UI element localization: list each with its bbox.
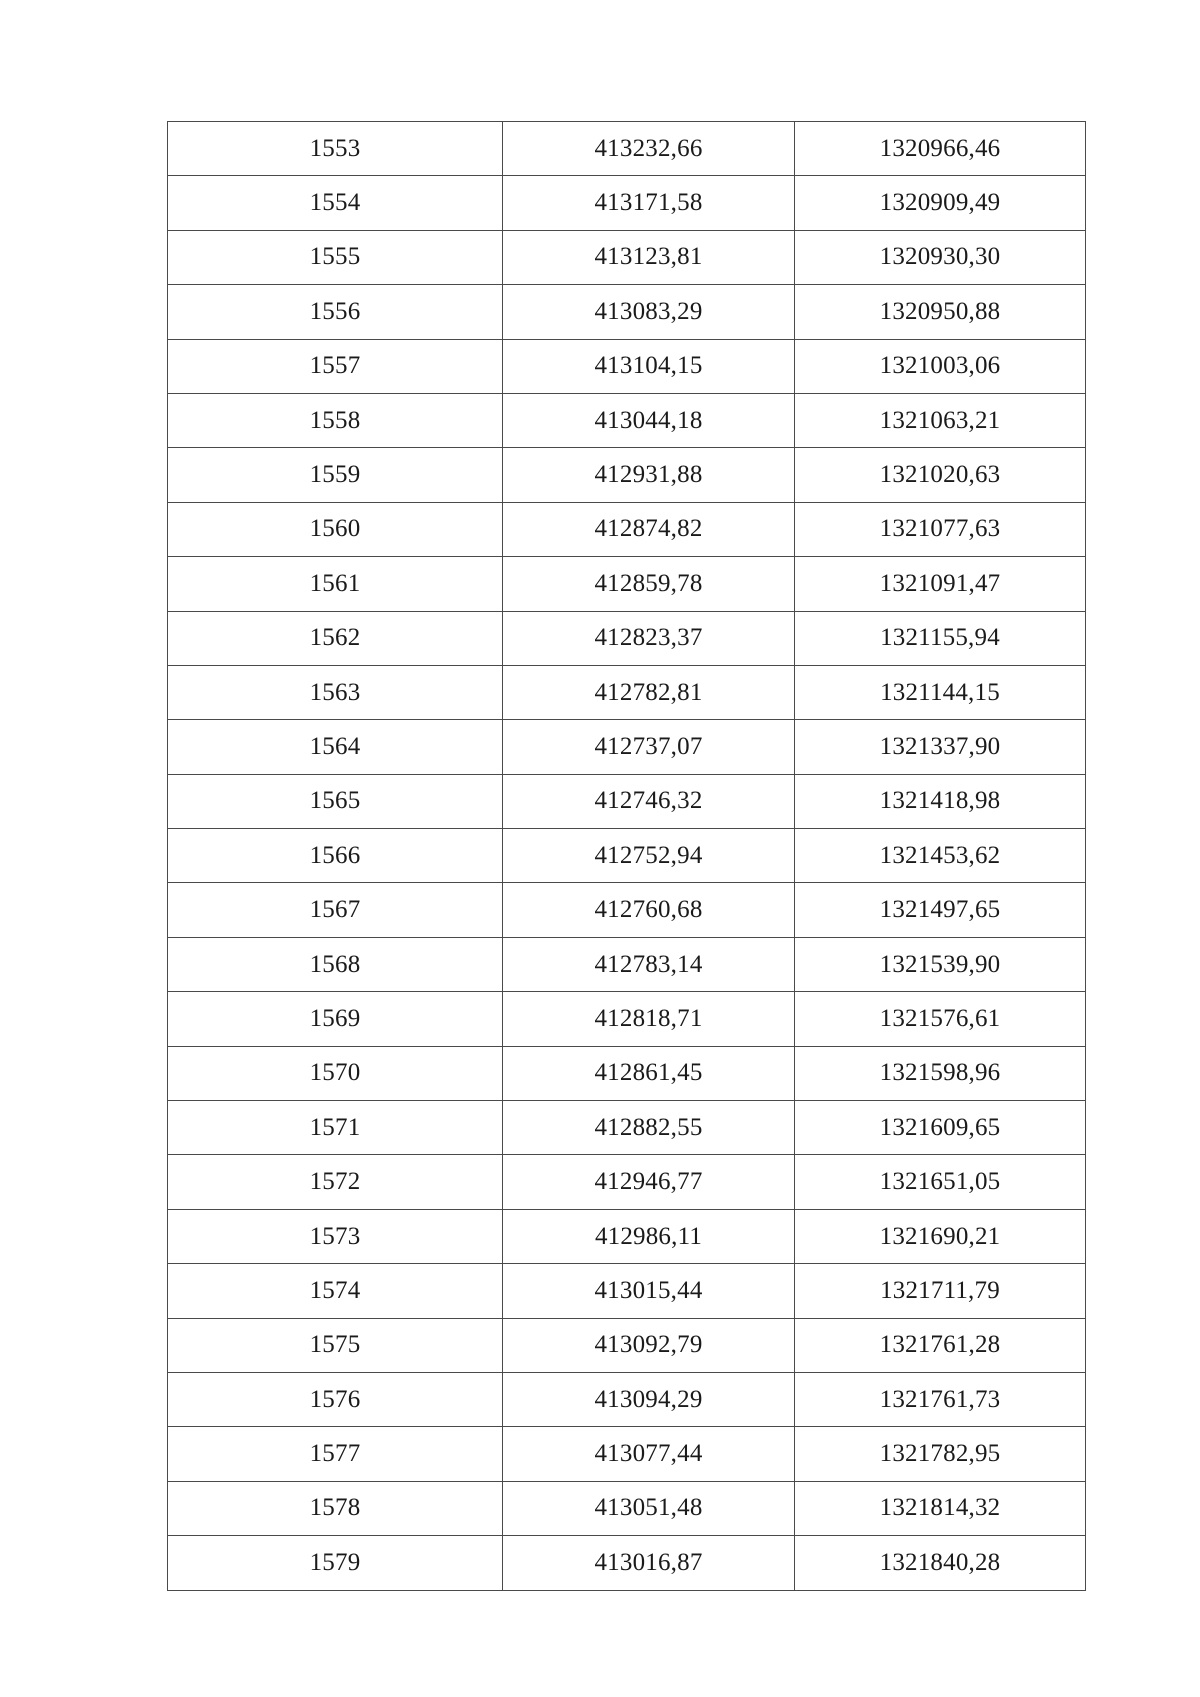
y-coordinate-cell: 1321690,21: [795, 1209, 1086, 1263]
table-row: [168, 937, 1086, 991]
x-coordinate-cell: 412823,37: [503, 611, 795, 665]
y-coordinate-cell: 1321782,95: [795, 1427, 1086, 1481]
table-row: [168, 829, 1086, 883]
point-number-cell: 1562: [168, 611, 503, 665]
table-row: [168, 992, 1086, 1046]
table-row: [168, 1101, 1086, 1155]
table-row: [168, 1536, 1086, 1590]
y-coordinate-cell: 1321077,63: [795, 502, 1086, 556]
point-number-cell: 1568: [168, 937, 503, 991]
point-number-cell: 1555: [168, 230, 503, 284]
table-row: [168, 1155, 1086, 1209]
x-coordinate-cell: 413123,81: [503, 230, 795, 284]
x-coordinate-cell: 412861,45: [503, 1046, 795, 1100]
y-coordinate-cell: 1320966,46: [795, 122, 1086, 176]
point-number-cell: 1559: [168, 448, 503, 502]
x-coordinate-cell: 413232,66: [503, 122, 795, 176]
x-coordinate-cell: 413077,44: [503, 1427, 795, 1481]
x-coordinate-cell: 413171,58: [503, 176, 795, 230]
table-row: [168, 502, 1086, 556]
x-coordinate-cell: 413051,48: [503, 1481, 795, 1535]
y-coordinate-cell: 1321497,65: [795, 883, 1086, 937]
y-coordinate-cell: 1321761,28: [795, 1318, 1086, 1372]
point-number-cell: 1561: [168, 557, 503, 611]
point-number-cell: 1567: [168, 883, 503, 937]
table-row: [168, 883, 1086, 937]
x-coordinate-cell: 412986,11: [503, 1209, 795, 1263]
point-number-cell: 1558: [168, 393, 503, 447]
y-coordinate-cell: 1320930,30: [795, 230, 1086, 284]
y-coordinate-cell: 1321539,90: [795, 937, 1086, 991]
point-number-cell: 1573: [168, 1209, 503, 1263]
point-number-cell: 1570: [168, 1046, 503, 1100]
point-number-cell: 1576: [168, 1372, 503, 1426]
table-row: [168, 339, 1086, 393]
point-number-cell: 1566: [168, 829, 503, 883]
coordinates-table: [167, 121, 1086, 1591]
x-coordinate-cell: 413092,79: [503, 1318, 795, 1372]
point-number-cell: 1575: [168, 1318, 503, 1372]
table-row: [168, 1318, 1086, 1372]
table-row: [168, 720, 1086, 774]
point-number-cell: 1569: [168, 992, 503, 1046]
x-coordinate-cell: 413083,29: [503, 285, 795, 339]
y-coordinate-cell: 1321840,28: [795, 1536, 1086, 1590]
point-number-cell: 1563: [168, 665, 503, 719]
x-coordinate-cell: 413015,44: [503, 1264, 795, 1318]
y-coordinate-cell: 1321155,94: [795, 611, 1086, 665]
table-row: [168, 1209, 1086, 1263]
x-coordinate-cell: 412946,77: [503, 1155, 795, 1209]
x-coordinate-cell: 412760,68: [503, 883, 795, 937]
point-number-cell: 1572: [168, 1155, 503, 1209]
x-coordinate-cell: 413104,15: [503, 339, 795, 393]
table-row: [168, 1372, 1086, 1426]
y-coordinate-cell: 1321651,05: [795, 1155, 1086, 1209]
table-row: [168, 1481, 1086, 1535]
x-coordinate-cell: 413094,29: [503, 1372, 795, 1426]
point-number-cell: 1571: [168, 1101, 503, 1155]
y-coordinate-cell: 1321003,06: [795, 339, 1086, 393]
x-coordinate-cell: 412882,55: [503, 1101, 795, 1155]
table-row: [168, 611, 1086, 665]
table-row: [168, 122, 1086, 176]
y-coordinate-cell: 1321598,96: [795, 1046, 1086, 1100]
y-coordinate-cell: 1321418,98: [795, 774, 1086, 828]
x-coordinate-cell: 412752,94: [503, 829, 795, 883]
x-coordinate-cell: 412737,07: [503, 720, 795, 774]
table-row: [168, 393, 1086, 447]
point-number-cell: 1578: [168, 1481, 503, 1535]
point-number-cell: 1553: [168, 122, 503, 176]
point-number-cell: 1574: [168, 1264, 503, 1318]
table-row: [168, 665, 1086, 719]
y-coordinate-cell: 1321711,79: [795, 1264, 1086, 1318]
table-row: [168, 176, 1086, 230]
y-coordinate-cell: 1321337,90: [795, 720, 1086, 774]
y-coordinate-cell: 1321063,21: [795, 393, 1086, 447]
y-coordinate-cell: 1320909,49: [795, 176, 1086, 230]
table-row: [168, 557, 1086, 611]
x-coordinate-cell: 413016,87: [503, 1536, 795, 1590]
table-row: [168, 774, 1086, 828]
point-number-cell: 1556: [168, 285, 503, 339]
y-coordinate-cell: 1321144,15: [795, 665, 1086, 719]
table-row: [168, 230, 1086, 284]
y-coordinate-cell: 1320950,88: [795, 285, 1086, 339]
x-coordinate-cell: 412874,82: [503, 502, 795, 556]
point-number-cell: 1579: [168, 1536, 503, 1590]
x-coordinate-cell: 412931,88: [503, 448, 795, 502]
point-number-cell: 1564: [168, 720, 503, 774]
x-coordinate-cell: 413044,18: [503, 393, 795, 447]
x-coordinate-cell: 412746,32: [503, 774, 795, 828]
table-row: [168, 1046, 1086, 1100]
x-coordinate-cell: 412783,14: [503, 937, 795, 991]
coordinates-table-body: [168, 122, 1086, 1591]
point-number-cell: 1554: [168, 176, 503, 230]
table-row: [168, 1427, 1086, 1481]
point-number-cell: 1560: [168, 502, 503, 556]
y-coordinate-cell: 1321091,47: [795, 557, 1086, 611]
y-coordinate-cell: 1321576,61: [795, 992, 1086, 1046]
x-coordinate-cell: 412782,81: [503, 665, 795, 719]
table-row: [168, 1264, 1086, 1318]
y-coordinate-cell: 1321453,62: [795, 829, 1086, 883]
table-row: [168, 285, 1086, 339]
x-coordinate-cell: 412818,71: [503, 992, 795, 1046]
point-number-cell: 1565: [168, 774, 503, 828]
y-coordinate-cell: 1321761,73: [795, 1372, 1086, 1426]
y-coordinate-cell: 1321020,63: [795, 448, 1086, 502]
y-coordinate-cell: 1321609,65: [795, 1101, 1086, 1155]
x-coordinate-cell: 412859,78: [503, 557, 795, 611]
point-number-cell: 1557: [168, 339, 503, 393]
y-coordinate-cell: 1321814,32: [795, 1481, 1086, 1535]
point-number-cell: 1577: [168, 1427, 503, 1481]
table-row: [168, 448, 1086, 502]
